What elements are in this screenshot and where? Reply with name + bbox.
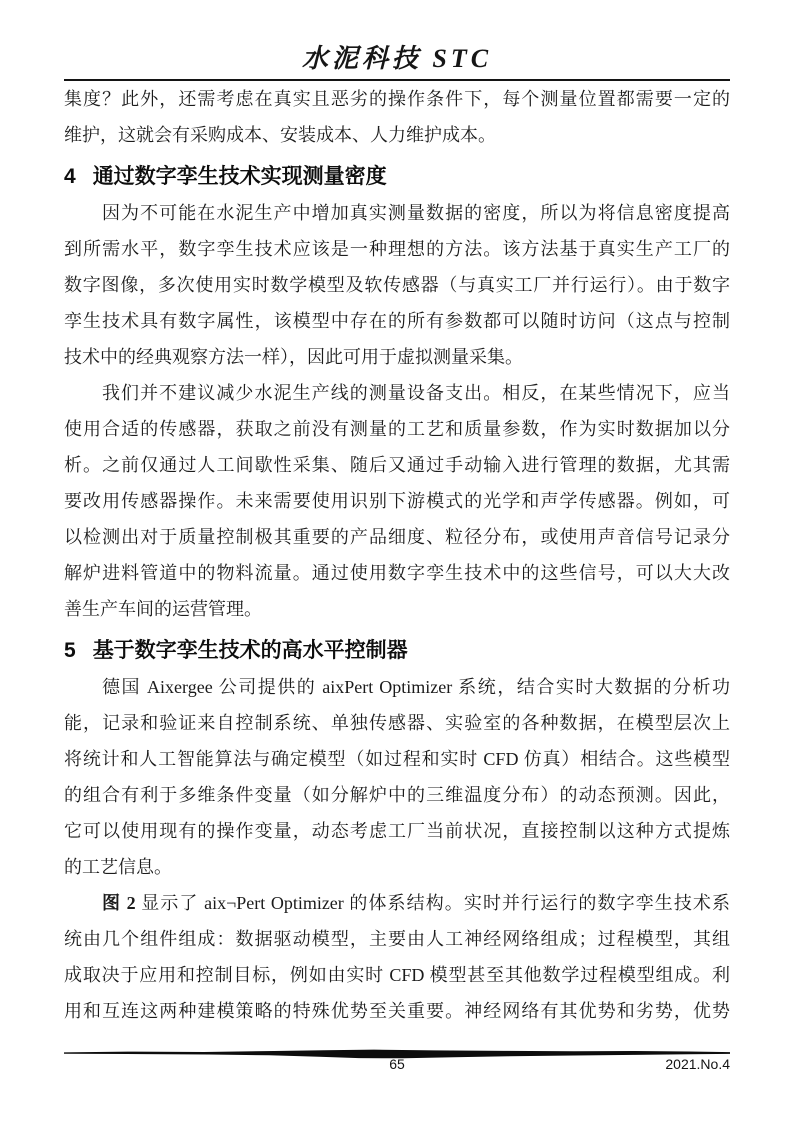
body-line: 要改用传感器操作。未来需要使用识别下游模式的光学和声学传感器。例如，可 [64,491,730,511]
body-line: 析。之前仅通过人工间歇性采集、随后又通过手动输入进行管理的数据，尤其需 [64,455,730,475]
section-number: 4 [64,165,76,188]
body-line: 以检测出对于质量控制极其重要的产品细度、粒径分布，或使用声音信号记录分 [64,527,730,547]
section-heading-4 [64,159,730,195]
section-number: 5 [64,639,76,662]
body-line-text: 显示了 aix¬Pert Optimizer 的体系结构。实时并行运行的数字孪生技术系 [135,893,730,913]
body-line: 成取决于应用和控制目标，例如由实时 CFD 模型甚至其他数学过程模型组成。利 [64,965,730,985]
figure-reference: 图 2 [102,893,136,913]
body-line: 解炉进料管道中的物料流量。通过使用数字孪生技术中的这些信号，可以大大改 [64,563,730,583]
page-number: 65 [389,1056,405,1072]
page-content [64,0,730,1029]
paragraph [64,669,730,885]
body-line: 用和互连这两种建模策略的特殊优势至关重要。神经网络有其优势和劣势，优势 [64,1001,730,1021]
body-line: 统由几个组件组成：数据驱动模型，主要由人工神经网络组成；过程模型，其组 [64,929,730,949]
page-footer [64,1056,730,1076]
body-line: 我们并不建议减少水泥生产线的测量设备支出。相反，在某些情况下，应当 [102,383,730,403]
paragraph [64,375,730,627]
body-line: 技术中的经典观察方法一样），因此可用于虚拟测量采集。 [64,347,523,367]
issue-number: 2021.No.4 [665,1056,730,1072]
paragraph [64,885,730,1029]
body-line: 维护，这就会有采购成本、安装成本、人力维护成本。 [64,125,496,145]
body-line: 能，记录和验证来自控制系统、单独传感器、实验室的各种数据，在模型层次上 [64,713,730,733]
body-line: 善生产车间的运营管理。 [64,599,262,619]
body-line: 集度？此外，还需考虑在真实且恶劣的操作条件下，每个测量位置都需要一定的 [64,89,730,109]
section-heading-5 [64,633,730,669]
body-line: 将统计和人工智能算法与确定模型（如过程和实时 CFD 仿真）相结合。这些模型 [64,749,730,769]
body-line: 的工艺信息。 [64,857,172,877]
body-line [64,885,730,921]
body-line: 使用合适的传感器，获取之前没有测量的工艺和质量参数，作为实时数据加以分 [64,419,730,439]
journal-title: 水泥科技 STC [301,44,493,73]
body-line: 到所需水平，数字孪生技术应该是一种理想的方法。该方法基于真实生产工厂的 [64,239,730,259]
body-line: 德国 Aixergee 公司提供的 aixPert Optimizer 系统，结合实时大数据的分析功 [102,677,730,697]
section-title: 基于数字孪生技术的高水平控制器 [92,639,408,662]
body-line: 孪生技术具有数字属性，该模型中存在的所有参数都可以随时访问（这点与控制 [64,311,730,331]
body-line: 数字图像，多次使用实时数学模型及软传感器（与真实工厂并行运行）。由于数字 [64,275,730,295]
body-line: 因为不可能在水泥生产中增加真实测量数据的密度，所以为将信息密度提高 [102,203,730,223]
section-title: 通过数字孪生技术实现测量密度 [92,165,387,188]
paragraph [64,195,730,375]
paragraph-continued [64,81,730,153]
body-line: 的组合有利于多维条件变量（如分解炉中的三维温度分布）的动态预测。因此， [64,785,730,805]
body-line: 它可以使用现有的操作变量，动态考虑工厂当前状况，直接控制以这种方式提炼 [64,821,730,841]
